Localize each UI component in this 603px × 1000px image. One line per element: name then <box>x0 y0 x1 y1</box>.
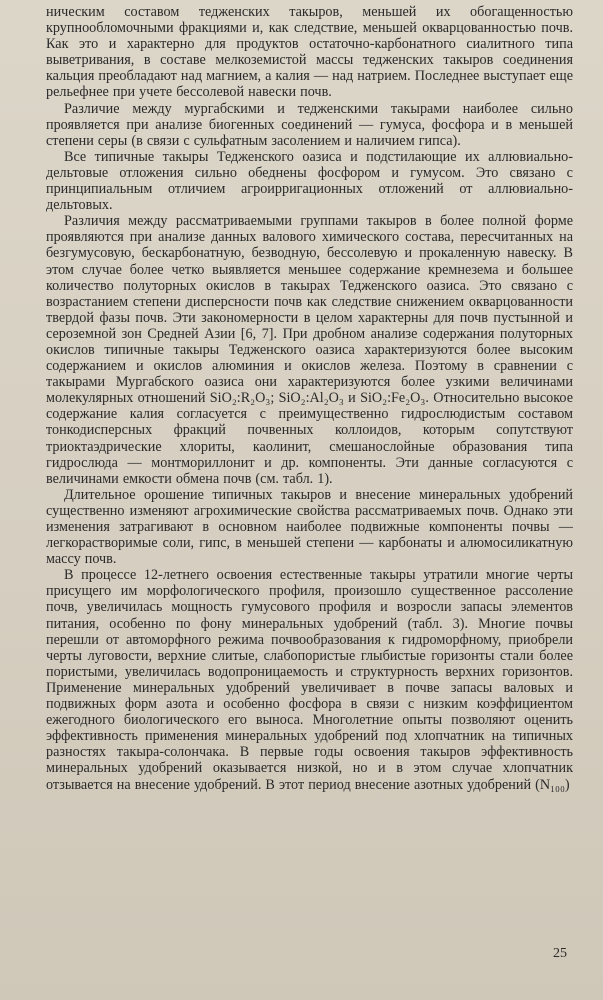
paragraph-4: Различия между рассматриваемыми группами такыров в более полной форме проявляются при анализе данных валового химического состава, пересчитанных на безгумусовую, бескарбонатную, безводную, бессолевую и прокаленную навеску. В этом случае более четко выявляется меньшее содержание кремнезема и большее количество полуторных окислов в такырах Тедженского оазиса. Это связано с возрастанием степени дисперсности почв как следствие снижением окварцованности твердой фазы почв. Эти закономерности в целом характерны для почв пустынной и сероземной зон Средней Азии [6, 7]. При дробном анализе содержания полуторных окислов типичные такыры Тедженского оазиса характеризуются более высоким содержанием и окислов алюминия и окислов железа. Поэтому в сравнении с такырами Мургабского оазиса они характеризуются более узкими величинами молекулярных отношений SiO₂:R₂O₃; SiO₂:Al₂O₃ и SiO₂:Fe₂O₃. Относительно высокое содержание калия согласуется с преимущественно гидрослюдистым составом тонкодисперсных фракций почвенных коллоидов, которым сопутствуют триоктаэдрические хлориты, каолинит, смешанослойные образования типа гидрослюда — монтмориллонит и др. компоненты. Эти данные согласуются с величинами емкости обмена почв (см. табл. 1). <box>46 213 573 487</box>
paragraph-5: Длительное орошение типичных такыров и внесение минеральных удобрений существенно изменяют агрохимические свойства рассматриваемых почв. Однако эти изменения затрагивают в основном наиболее подвижные компоненты почвы — легкорастворимые соли, гипс, в меньшей степени — карбонаты и алюмосиликатную массу почв. <box>46 486 573 568</box>
paragraph-2: Различие между мургабскими и тедженскими такырами наиболее сильно проявляется при анализе биогенных соединений — гумуса, фосфора и в меньшей степени серы (в связи с сульфатным засолением и наличием гипса). <box>46 100 573 149</box>
page-number: 25 <box>553 946 567 961</box>
paragraph-1: ническим составом тедженских такыров, меньшей их обогащенностью крупнообломочными фракциями и, как следствие, меньшей окварцованностью почв. Как это и характерно для продуктов остаточно-карбонатного сиалитного типа выветривания, в составе мелкоземистой массы тедженских такыров соединения кальция преобладают над магнием, а калия — над натрием. Последнее выступает еще рельефнее при учете бессолевой навески почв. <box>46 4 573 101</box>
paragraph-6: В процессе 12-летнего освоения естественные такыры утратили многие черты присущего им морфологического профиля, произошло существенное рассоление почв, увеличилась мощность гумусового профиля и возросли запасы элементов питания, особенно по фону минеральных удобрений (табл. 3). Многие почвы перешли от автоморфного режима почвообразования к гидроморфному, приобрели черты луговости, верхние слитые, слабопористые глыбистые горизонты стали более пористыми, увеличилась водопроницаемость и структурность верхних горизонтов. Применение минеральных удобрений увеличивает в почве запасы валовых и подвижных форм азота и особенно фосфора в связи с низким коэффициентом ежегодного биологического его выноса. Многолетние опыты позволяют оценить эффективность применения минеральных удобрений под хлопчатник на типичных разностях такыра-солончака. В первые годы освоения такыров эффективность минеральных удобрений оказывается низкой, но и в этом случае хлопчатник отзывается на внесение удобрений. В этот период внесение азотных удобрений (N₁₀₀) <box>46 567 573 793</box>
paragraph-3: Все типичные такыры Тедженского оазиса и подстилающие их аллювиально-дельтовые отложения сильно обеднены фосфором и гумусом. Это связано с принципиальным отличием агроирригационных отложений от аллювиально-дельтовых. <box>46 148 573 214</box>
